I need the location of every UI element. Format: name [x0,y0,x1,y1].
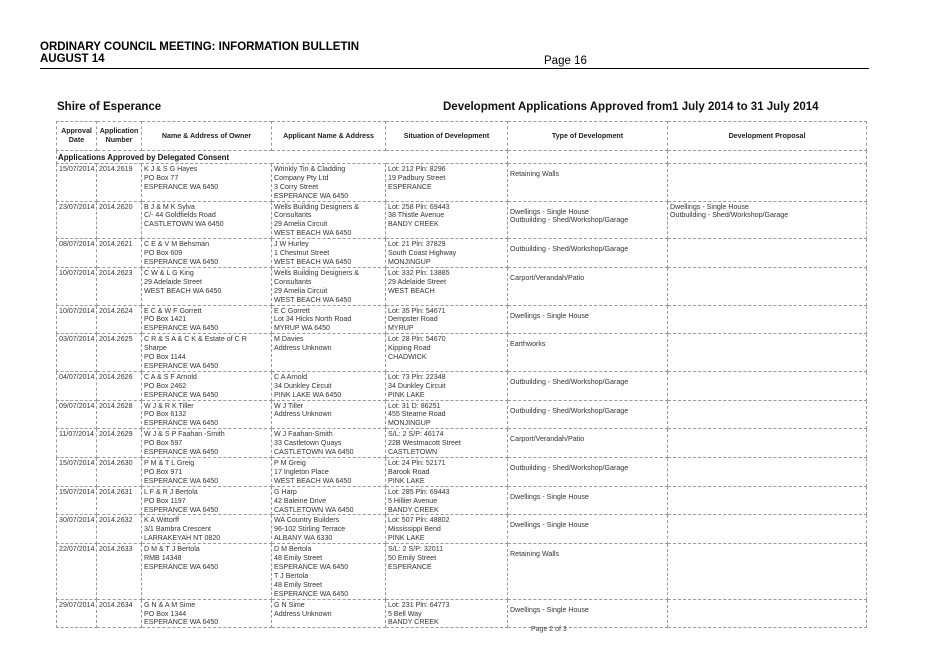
cell-owner: P M & T L Greig PO Box 971 ESPERANCE WA 6450 [142,458,272,487]
cell-type: Carport/Verandah/Patio [508,429,668,458]
bulletin-month: AUGUST 14 [40,53,105,65]
shire-name: Shire of Esperance [57,101,162,113]
cell-approval-date: 15/07/2014 [57,458,97,487]
cell-application-number: 2014.2628 [97,400,142,429]
cell-proposal [668,429,867,458]
cell-proposal: Dwellings - Single House Outbuilding - Shed/Workshop/Garage [668,201,867,239]
cell-applicant: Wells Building Designers & Consultants 29 Amelia Circuit WEST BEACH WA 6450 [272,201,386,239]
cell-applicant: M Davies Address Unknown [272,334,386,372]
col-proposal: Development Proposal [668,122,867,151]
cell-applicant: Wrinkly Tin & Cladding Company Pty Ltd 3 Corry Street ESPERANCE WA 6450 [272,163,386,201]
cell-situation: Lot: 24 Pln: 52171 Barook Road PINK LAKE [386,458,508,487]
cell-approval-date: 11/07/2014 [57,429,97,458]
cell-proposal [668,267,867,305]
cell-owner: W J & R K Tiller PO Box 6132 ESPERANCE WA 6450 [142,400,272,429]
table-row [57,400,867,429]
cell-proposal [668,400,867,429]
cell-owner: B J & M K Sylva C/- 44 Goldfields Road CASTLETOWN WA 6450 [142,201,272,239]
table-row [57,515,867,544]
table-row [57,458,867,487]
cell-application-number: 2014.2633 [97,544,142,599]
report-period-title: Development Applications Approved from1 July 2014 to 31 July 2014 [443,101,819,113]
cell-application-number: 2014.2621 [97,239,142,268]
cell-situation: Lot: 231 Pln: 64773 5 Bell Way BANDY CREEK [386,599,508,628]
cell-approval-date: 29/07/2014 [57,599,97,628]
table-row [57,486,867,515]
cell-application-number: 2014.2625 [97,334,142,372]
cell-owner: C R & S A & C K & Estate of C R Sharpe PO Box 1144 ESPERANCE WA 6450 [142,334,272,372]
cell-proposal [668,371,867,400]
cell-application-number: 2014.2632 [97,515,142,544]
cell-situation: S/L: 2 S/P: 46174 22B Westmacott Street CASTLETOWN [386,429,508,458]
table-row [57,429,867,458]
cell-type: Dwellings - Single House [508,515,668,544]
cell-applicant: G N Sime Address Unknown [272,599,386,628]
cell-application-number: 2014.2624 [97,305,142,334]
cell-applicant: P M Greig 17 Ingleton Place WEST BEACH WA 6450 [272,458,386,487]
section-row [57,151,867,164]
table-row [57,239,867,268]
cell-type: Dwellings - Single House [508,305,668,334]
table-row [57,544,867,599]
cell-owner: E C & W F Gorrett PO Box 1421 ESPERANCE WA 6450 [142,305,272,334]
cell-type: Outbuilding - Shed/Workshop/Garage [508,239,668,268]
cell-owner: C E & V M Behsman PO Box 609 ESPERANCE WA 6450 [142,239,272,268]
cell-situation: Lot: 285 Pln: 69443 5 Hillier Avenue BANDY CREEK [386,486,508,515]
cell-application-number: 2014.2620 [97,201,142,239]
cell-applicant: WA Country Builders 96-102 Stirling Terrace ALBANY WA 6330 [272,515,386,544]
cell-type: Retaining Walls [508,544,668,599]
table-row [57,371,867,400]
cell-application-number: 2014.2626 [97,371,142,400]
cell-applicant: W J Faahan-Smith 33 Castletown Quays CASTLETOWN WA 6450 [272,429,386,458]
cell-proposal [668,334,867,372]
table-row [57,163,867,201]
cell-proposal [668,305,867,334]
cell-owner: C A & S F Arnold PO Box 2462 ESPERANCE WA 6450 [142,371,272,400]
cell-situation: S/L: 2 S/P: 32011 50 Emily Street ESPERANCE [386,544,508,599]
col-application-number: Application Number [97,122,142,151]
cell-approval-date: 10/07/2014 [57,267,97,305]
cell-type: Retaining Walls [508,163,668,201]
cell-situation: Lot: 212 Pln: 8296 19 Padbury Street ESPERANCE [386,163,508,201]
col-type: Type of Development [508,122,668,151]
cell-type: Dwellings - Single House [508,599,668,628]
cell-situation: Lot: 258 Pln: 69443 38 Thistle Avenue BANDY CREEK [386,201,508,239]
cell-owner: D M & T J Bertola RMB 14348 ESPERANCE WA 6450 [142,544,272,599]
cell-application-number: 2014.2629 [97,429,142,458]
col-situation: Situation of Development [386,122,508,151]
cell-proposal [668,544,867,599]
cell-type: Dwellings - Single House Outbuilding - Shed/Workshop/Garage [508,201,668,239]
cell-approval-date: 09/07/2014 [57,400,97,429]
cell-owner: C W & L G King 29 Adelaide Street WEST BEACH WA 6450 [142,267,272,305]
bulletin-header [40,41,359,65]
cell-applicant: D M Bertola 48 Emily Street ESPERANCE WA 6450 T J Bertola 48 Emily Street ESPERANCE WA 6450 [272,544,386,599]
cell-type: Earthworks [508,334,668,372]
section-title: Applications Approved by Delegated Consent [57,151,386,164]
table-row [57,334,867,372]
table-row [57,267,867,305]
cell-application-number: 2014.2634 [97,599,142,628]
cell-type: Outbuilding - Shed/Workshop/Garage [508,371,668,400]
cell-applicant: Wells Building Designers & Consultants 29 Amelia Circuit WEST BEACH WA 6450 [272,267,386,305]
cell-approval-date: 30/07/2014 [57,515,97,544]
table-body [57,151,867,628]
page-number: Page 16 [544,55,587,67]
col-applicant: Applicant Name & Address [272,122,386,151]
cell-application-number: 2014.2630 [97,458,142,487]
cell-application-number: 2014.2631 [97,486,142,515]
cell-situation: Lot: 28 Pln: 54670 Kipping Road CHADWICK [386,334,508,372]
table-row [57,201,867,239]
cell-applicant: G Harp 42 Baleine Drive CASTLETOWN WA 6450 [272,486,386,515]
cell-situation: Lot: 332 Pln: 13885 29 Adelaide Street WEST BEACH [386,267,508,305]
cell-applicant: W J Tiller Address Unknown [272,400,386,429]
col-approval-date: Approval Date [57,122,97,151]
cell-applicant: J W Hurley 1 Chestnut Street WEST BEACH WA 6450 [272,239,386,268]
cell-approval-date: 15/07/2014 [57,163,97,201]
cell-approval-date: 03/07/2014 [57,334,97,372]
cell-owner: L F & R J Bertola PO Box 1197 ESPERANCE WA 6450 [142,486,272,515]
cell-owner: K J & S G Hayes PO Box 77 ESPERANCE WA 6450 [142,163,272,201]
cell-owner: W J & S P Faahan -Smith PO Box 597 ESPERANCE WA 6450 [142,429,272,458]
cell-owner: K A Wittorff 3/1 Bambra Crescent LARRAKEYAH NT 0820 [142,515,272,544]
table-header-row [57,122,867,151]
cell-type: Outbuilding - Shed/Workshop/Garage [508,458,668,487]
cell-owner: G N & A M Sime PO Box 1344 ESPERANCE WA 6450 [142,599,272,628]
cell-approval-date: 08/07/2014 [57,239,97,268]
page-of-footer: Page 2 of 3 [531,626,567,633]
cell-approval-date: 04/07/2014 [57,371,97,400]
applications-table [56,121,867,628]
cell-situation: Lot: 31 D: 86251 455 Stearne Road MONJINGUP [386,400,508,429]
cell-application-number: 2014.2619 [97,163,142,201]
cell-proposal [668,458,867,487]
cell-proposal [668,486,867,515]
table-row [57,305,867,334]
cell-approval-date: 10/07/2014 [57,305,97,334]
cell-applicant: C A Arnold 34 Dunkley Circuit PINK LAKE WA 6450 [272,371,386,400]
table-row [57,599,867,628]
cell-applicant: E C Gorrett Lot 34 Hicks North Road MYRUP WA 6450 [272,305,386,334]
cell-type: Outbuilding - Shed/Workshop/Garage [508,400,668,429]
cell-proposal [668,599,867,628]
cell-type: Dwellings - Single House [508,486,668,515]
cell-proposal [668,163,867,201]
cell-proposal [668,239,867,268]
cell-situation: Lot: 21 Pln: 37829 South Coast Highway MONJINGUP [386,239,508,268]
cell-type: Carport/Verandah/Patio [508,267,668,305]
cell-approval-date: 15/07/2014 [57,486,97,515]
cell-proposal [668,515,867,544]
cell-approval-date: 22/07/2014 [57,544,97,599]
col-owner: Name & Address of Owner [142,122,272,151]
cell-application-number: 2014.2623 [97,267,142,305]
cell-approval-date: 23/07/2014 [57,201,97,239]
cell-situation: Lot: 73 Pln: 22348 34 Dunkley Circuit PINK LAKE [386,371,508,400]
cell-situation: Lot: 507 Pln: 48802 Mississippi Bend PINK LAKE [386,515,508,544]
bulletin-title: ORDINARY COUNCIL MEETING: INFORMATION BULLETIN [40,41,360,53]
header-divider [40,68,869,69]
cell-situation: Lot: 35 Pln: 54671 Dempster Road MYRUP [386,305,508,334]
